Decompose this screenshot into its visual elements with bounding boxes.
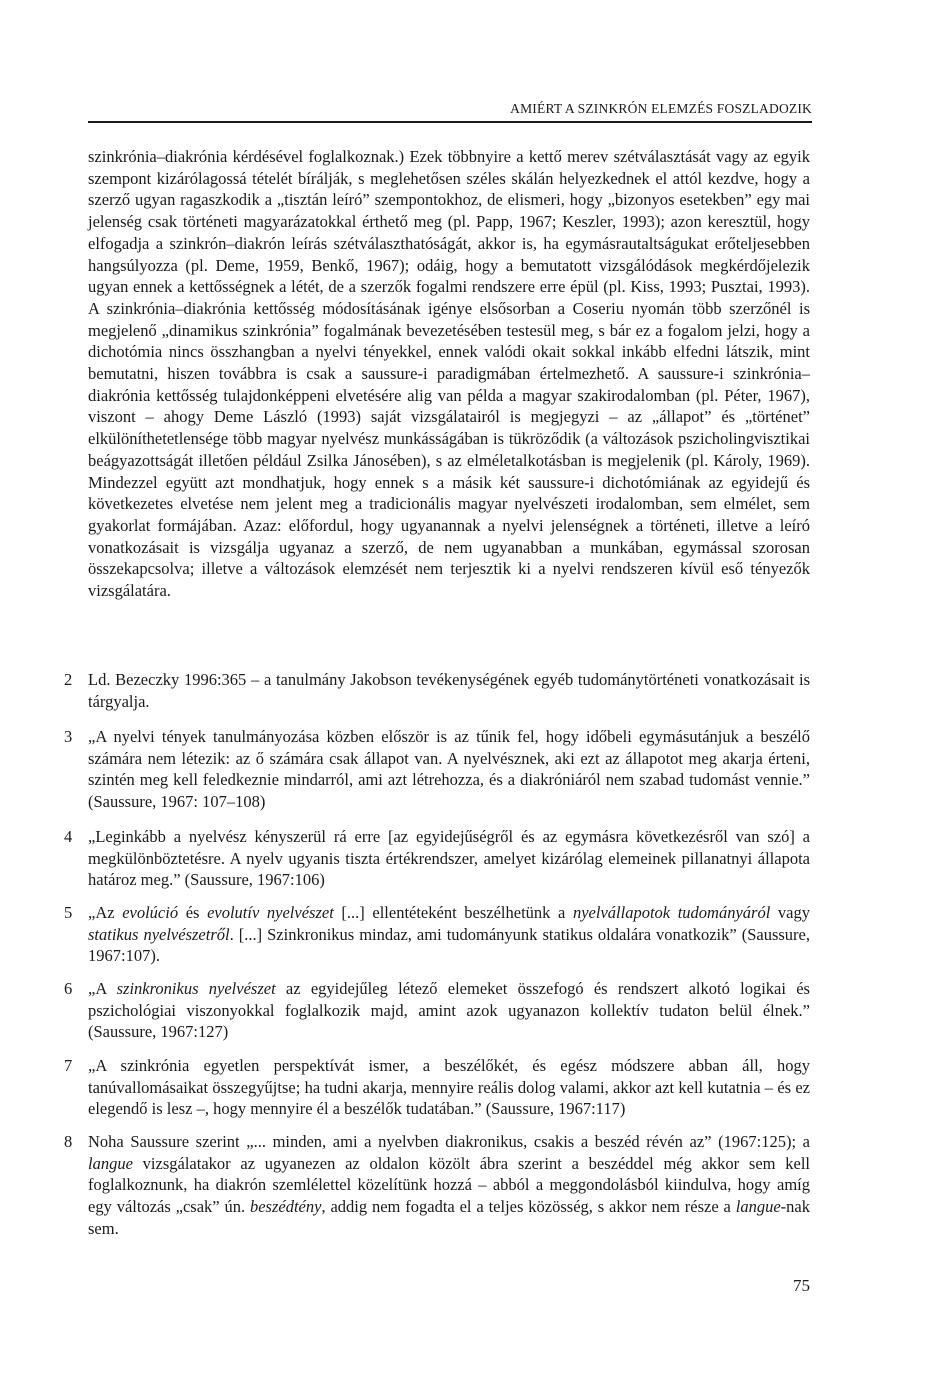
text-run: „Leginkább a nyelvész kényszerül rá erre [az egyidejűségről és az egymásra következésről van szó] a megkülönböztetésre. A nyelv ugyanis tiszta értékrendszer, amelyet kizárólag elemeinek pillanatnyi állapota határoz meg.” (Saussure, 1967:106) [88, 827, 810, 890]
footnote-text [88, 826, 810, 891]
footnote-number: 5 [64, 903, 73, 922]
footnote-number: 8 [64, 1132, 73, 1151]
italic-run: nyelvállapotok tudományáról [572, 903, 771, 922]
text-run: „Az [88, 903, 123, 922]
footnote-number: 3 [64, 727, 73, 746]
text-run: , addig nem fogadta el a teljes közösség, s akkor nem része a [321, 1197, 736, 1217]
footnote-text [88, 902, 810, 967]
italic-run: beszédtény [249, 1197, 322, 1217]
text-run: „A szinkrónia egyetlen perspektívát ismer, a beszélőkét, és egész módszere abban áll, hogy tanúvallomásaikat összegyűjtse; ha tudni akarja, mennyire reális dolog valami, akkor azt kell kutatnia – és ez elegendő is lesz –, hogy mennyire él a beszélők tudatában.” (Saussure, 1967:117) [88, 1056, 810, 1119]
main-paragraph: szinkrónia–diakrónia kérdésével foglalkoznak.) Ezek többnyire a kettő merev szétválasztását vagy az egyik szempont kizárólagossá tételét bírálják, s meglehetősen széles skálán helyezkednek el attól kezdve, hogy a szerző ugyan ragaszkodik a „tisztán leíró” szempontokhoz, de elismeri, hogy „bizonyos esetekben” egy mai jelenség csak történeti magyarázatokkal érthető meg (pl. Papp, 1967; Keszler, 1993); azon keresztül, hogy elfogadja a szinkrón–diakrón leírás szétválaszthatóságát, akkor is, ha egymásrautaltságukat erőteljesebben hangsúlyozza (pl. Deme, 1959, Benkő, 1967); odáig, hogy a bemutatott vizsgálódások megkérdőjelezik ugyan ennek a kettősségnek a létét, de a szerzők fogalmi rendszere erre épül (pl. Kiss, 1993; Pusztai, 1993). A szinkrónia–diakrónia kettősség módosításának igénye elsősorban a Coseriu nyomán több szerzőnél is megjelenő „dinamikus szinkrónia” fogalmának bevezetésében testesül meg, s bár ez a fogalom jelzi, hogy a dichotómia nincs összhangban a nyelvi tényekkel, ennek valódi okait sokkal inkább elfedni látszik, mint bemutatni, hiszen továbbra is csak a saussure-i paradigmában értelmezhető. A saussure-i szinkrónia–diakrónia kettősség tulajdonképpeni elvetésére alig van példa a magyar szakirodalomban (pl. Péter, 1967), viszont – ahogy Deme László (1993) saját vizsgálatairól is megjegyzi – az „állapot” és „történet” elkülöníthetetlensége több magyar nyelvész munkásságában is tükröződik (a változások pszicholingvisztikai beágyazottságát illetően például Zsilka Jánosében), s az elméletalkotásban is megjelenik (pl. Károly, 1969). Mindezzel együtt azt mondhatjuk, hogy ennek s a másik két saussure-i dichotómiának az egyidejű és következetes elvetése nem jelent meg a tradicionális magyar nyelvészeti irodalomban, sem elmélet, sem gyakorlat formájában. Azaz: előfordul, hogy ugyanannak a nyelvi jelenségnek a történeti, illetve a leíró vonatkozásait is vizsgálja ugyanaz a szerző, de nem ugyanabban a munkában, egymással szorosan összekapcsolva; illetve a változások elemzését nem terjesztik ki a nyelvi rendszeren kívül eső tényezők vizsgálatára. [88, 147, 810, 601]
italic-run: langue [735, 1197, 781, 1217]
footnote-text [88, 978, 810, 1043]
text-run: az egyidejűleg létező elemeket összefogó és rendszert alkotó logikai és pszichológiai viszonyokkal foglalkozik majd, amint azok ugyanazon kollektív tudaton belül élnek.” (Saussure, 1967:127) [88, 979, 810, 1042]
text-run: vagy [770, 903, 810, 922]
footnote-number: 6 [64, 979, 73, 998]
text-run: Ld. Bezeczky 1996:365 – a tanulmány Jakobson tevékenységének egyéb tudománytörténeti vonatkozásait is tárgyalja. [88, 670, 810, 711]
text-run: Noha Saussure szerint „... minden, ami a nyelvben diakronikus, csakis a beszéd révén az” (1967:125); a [88, 1132, 810, 1151]
footnote-text [88, 669, 810, 712]
footnote-text [88, 726, 810, 813]
italic-run: evolutív nyelvészet [207, 903, 334, 922]
footnote-text [88, 1055, 810, 1120]
page-number: 75 [793, 1276, 810, 1295]
header-rule [88, 121, 812, 123]
text-run: „A [88, 979, 117, 998]
italic-run: evolúció [122, 903, 179, 922]
italic-run: szinkronikus nyelvészet [116, 979, 276, 998]
footnote-number: 7 [64, 1056, 73, 1075]
italic-run: statikus nyelvészetről [88, 924, 230, 944]
text-run: és [178, 903, 208, 922]
footnote-number: 4 [64, 827, 73, 846]
text-run: vizsgálatakor az ugyanezen az oldalon közölt ábra szerint a beszéddel még akkor sem kell foglalkoznunk, ha diakrón szemlélettel közelítünk hozzá – abból a meggondolásból kiindulva, hogy amíg egy változás „csak” ún. [88, 1153, 810, 1217]
italic-run: langue [88, 1153, 133, 1173]
footnote-text [88, 1131, 810, 1240]
footnote-number: 2 [64, 670, 73, 689]
running-header: AMIÉRT A SZINKRÓN ELEMZÉS FOSZLADOZIK [510, 101, 812, 116]
text-run: „A nyelvi tények tanulmányozása közben először is az tűnik fel, hogy időbeli egymásutánjuk a beszélő számára nem létezik: az ő számára csak állapot van. A nyelvésznek, aki ezt az állapotot meg akarja érteni, szintén meg kell feledkeznie mindarról, ami azt létrehozza, és a diakróniáról nem szabad tudomást vennie.” (Saussure, 1967: 107–108) [88, 727, 810, 812]
text-run: . [...] Szinkronikus mindaz, ami tudományunk statikus oldalára vonatkozik” (Saussure, 1967:107). [88, 924, 810, 966]
text-run: [...] ellentéteként beszélhetünk a [333, 903, 573, 922]
text-run: -nak sem. [88, 1197, 810, 1238]
